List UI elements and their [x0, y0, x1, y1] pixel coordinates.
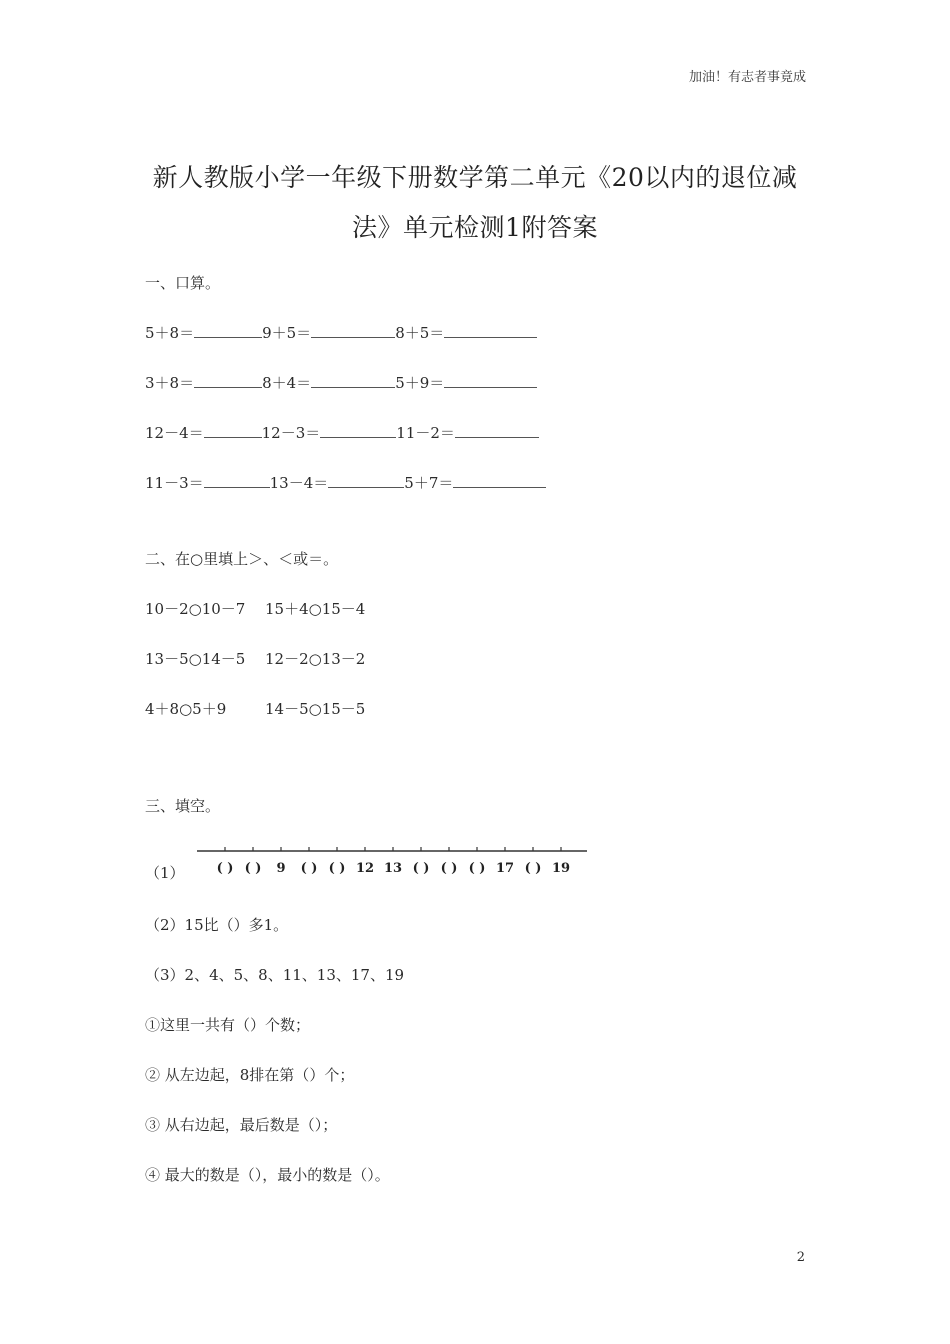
number-line-label: 9 [276, 861, 286, 876]
arith-expr: 5＋9＝ [395, 374, 445, 392]
arith-expr: 12－4＝ [145, 424, 204, 442]
section3-heading: 三、填空。 [145, 797, 221, 815]
number-line-blank[interactable]: ( ) [216, 861, 234, 876]
compare-row [145, 698, 365, 719]
q1-label: （1） [145, 864, 185, 882]
answer-blank[interactable] [444, 323, 537, 338]
arith-expr: 5＋7＝ [404, 474, 454, 492]
arith-expr: 9＋5＝ [262, 324, 312, 342]
compare-expr: 10－2○10－7 [145, 600, 246, 618]
arith-row [145, 422, 539, 443]
answer-blank[interactable] [204, 473, 270, 488]
answer-blank[interactable] [204, 423, 262, 438]
answer-blank[interactable] [194, 323, 262, 338]
compare-expr: 14－5○15－5 [265, 700, 366, 718]
answer-blank[interactable] [453, 473, 546, 488]
number-line-svg [195, 842, 590, 882]
page-title-line2: 法》单元检测1附答案 [352, 213, 598, 242]
answer-blank[interactable] [328, 473, 404, 488]
answer-blank[interactable] [444, 373, 537, 388]
answer-blank[interactable] [311, 373, 395, 388]
number-line-label: 19 [551, 861, 571, 876]
answer-blank[interactable] [455, 423, 539, 438]
arith-expr: 13－4＝ [269, 474, 329, 492]
arith-row [145, 372, 537, 393]
number-line-blank[interactable]: ( ) [300, 861, 318, 876]
number-line-blank[interactable]: ( ) [328, 861, 346, 876]
number-line-blank[interactable]: ( ) [524, 861, 542, 876]
number-line [195, 842, 590, 886]
arith-row [145, 472, 546, 493]
section2-heading: 二、在○里填上＞、＜或＝。 [145, 550, 339, 568]
q3-item: ①这里一共有（）个数； [145, 1016, 311, 1034]
arith-expr: 8＋5＝ [395, 324, 445, 342]
compare-expr: 4＋8○5＋9 [145, 700, 227, 718]
answer-blank[interactable] [311, 323, 395, 338]
compare-expr: 12－2○13－2 [265, 650, 366, 668]
arith-expr: 8＋4＝ [262, 374, 312, 392]
number-line-blank[interactable]: ( ) [244, 861, 262, 876]
answer-blank[interactable] [320, 423, 396, 438]
number-line-label: 17 [495, 861, 515, 876]
compare-expr: 13－5○14－5 [145, 650, 246, 668]
compare-row [145, 648, 365, 669]
q3-item: ② 从左边起，8排在第（）个； [145, 1066, 355, 1084]
number-line-label: 12 [355, 861, 375, 876]
page-number: 2 [796, 1250, 805, 1265]
compare-expr: 15＋4○15－4 [265, 600, 366, 618]
number-line-blank[interactable]: ( ) [468, 861, 486, 876]
arith-expr: 3＋8＝ [145, 374, 195, 392]
q3-text: （3）2、4、5、8、11、13、17、19 [145, 966, 405, 984]
q3-item: ③ 从右边起，最后数是（）； [145, 1116, 338, 1134]
page-title-line1: 新人教版小学一年级下册数学第二单元《20以内的退位减 [152, 163, 798, 192]
number-line-label: 13 [383, 861, 403, 876]
compare-row [145, 598, 365, 619]
q2-text: （2）15比（）多1。 [145, 916, 289, 934]
arith-expr: 5＋8＝ [145, 324, 195, 342]
header-motto: 加油！有志者事竟成 [688, 70, 806, 85]
answer-blank[interactable] [194, 373, 262, 388]
arith-expr: 11－3＝ [145, 474, 204, 492]
number-line-blank[interactable]: ( ) [412, 861, 430, 876]
section1-heading: 一、口算。 [145, 274, 221, 292]
arith-expr: 11－2＝ [396, 424, 455, 442]
arith-row [145, 322, 537, 343]
q3-item: ④ 最大的数是（），最小的数是（）。 [145, 1166, 390, 1184]
number-line-blank[interactable]: ( ) [440, 861, 458, 876]
arith-expr: 12－3＝ [261, 424, 321, 442]
